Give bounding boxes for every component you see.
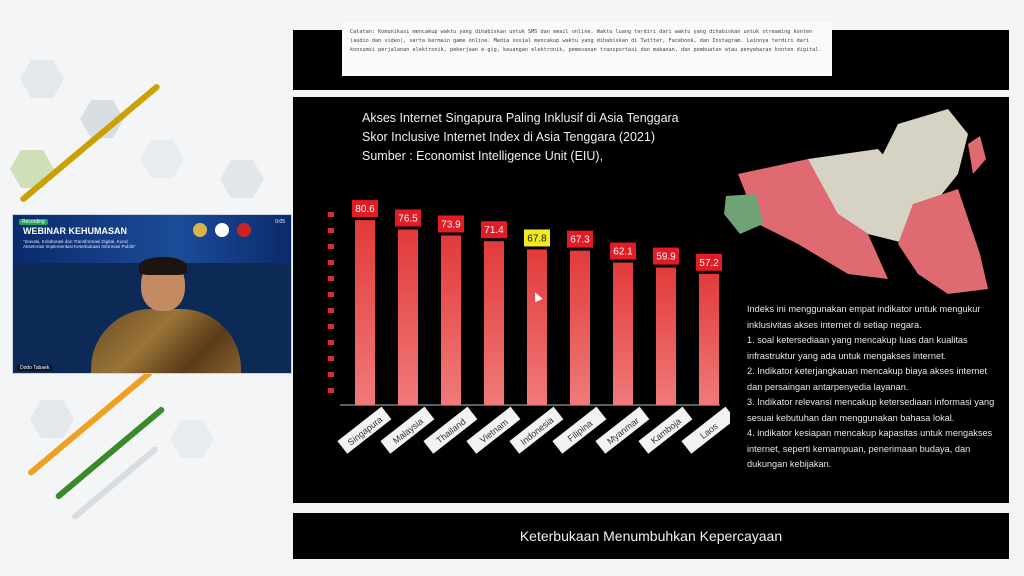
data-label: 80.6 [355, 204, 375, 216]
explain-point-1: 1. soal ketersediaan yang mencakup luas dan kualitas infrastruktur yang ada untuk mengakses internet. [747, 335, 968, 361]
speaker-hair [139, 257, 187, 275]
speaker-body [91, 309, 241, 374]
y-axis-tick [328, 228, 334, 233]
data-label: 67.3 [570, 234, 590, 246]
y-axis-tick [328, 356, 334, 361]
map-region-highlight [968, 136, 986, 174]
y-axis-tick [328, 340, 334, 345]
bar [699, 274, 719, 405]
decor-stripe [71, 445, 159, 520]
webinar-banner [13, 215, 291, 263]
webinar-subtitle: "Inovasi, Kolaborasi dan Transformasi Digital, Kunci Akselerasi Implementasi Keterbukaan Informasi Publik" [23, 239, 136, 250]
bar-chart [300, 200, 730, 460]
data-label: 76.5 [398, 213, 418, 225]
emblem-icon [193, 223, 207, 237]
heading-line-3: Sumber : Economist Intelligence Unit (EIU), [362, 149, 604, 163]
heading-line-2: Skor Inclusive Internet Index di Asia Tenggara (2021) [362, 130, 655, 144]
decor-stripe [19, 83, 161, 203]
participant-name: Dodo Tabaek [17, 365, 52, 371]
sponsor-logos [193, 223, 251, 237]
data-label: 57.2 [699, 257, 719, 269]
bar [484, 241, 504, 405]
category-label-group [552, 407, 606, 454]
hex-shape [20, 60, 64, 98]
category-label: Kamboja [648, 416, 684, 446]
kominfo-logo-icon [215, 223, 229, 237]
hex-shape [140, 140, 184, 178]
data-label: 62.1 [613, 246, 633, 258]
explain-intro: Indeks ini menggunakan empat indikator untuk mengukur inklusivitas akses internet di setiap negara. [747, 304, 981, 330]
video-timer: 0:05 [275, 219, 285, 225]
y-axis-tick [328, 276, 334, 281]
bar [613, 263, 633, 405]
data-label: 71.4 [484, 225, 504, 237]
category-label-group [638, 407, 692, 454]
y-axis-tick [328, 292, 334, 297]
category-label: Filipina [565, 418, 595, 444]
y-axis-tick [328, 388, 334, 393]
category-label: Singapura [345, 414, 385, 448]
asia-map [718, 104, 998, 304]
category-label: Indonesia [518, 415, 556, 447]
y-axis-tick [328, 372, 334, 377]
category-label-group [466, 407, 520, 454]
category-label-group [509, 407, 563, 454]
slide-footer [293, 513, 1009, 559]
category-label-group [681, 407, 730, 454]
bar [656, 268, 676, 405]
y-axis-tick [328, 212, 334, 217]
explain-point-3: 3. Indikator relevansi mencakup ketersediaan informasi yang sesuai kebutuhan dan menggunakan bahasa lokal. [747, 397, 995, 423]
slide-heading [362, 109, 742, 166]
speaker-video[interactable] [12, 214, 292, 374]
hex-shape [220, 160, 264, 198]
category-label-group [423, 407, 477, 454]
speaker-figure [83, 259, 243, 373]
category-label: Myanmar [605, 415, 641, 447]
explain-point-4: 4. indikator kesiapan mencakup kapasitas untuk mengakses internet, seperti kemampuan, penerimaan budaya, dan dukungan kebijakan. [747, 428, 993, 469]
category-label-group [337, 407, 391, 454]
y-axis-tick [328, 244, 334, 249]
bar [527, 249, 547, 405]
data-label: 67.8 [527, 233, 547, 245]
category-label: Vietnam [477, 416, 511, 446]
slide-note: Catatan: Komunikasi mencakup waktu yang dihabiskan untuk SMS dan email online. Waktu luang terdiri dari waktu yang dihabiskan untuk streaming konten (audio dan video), serta bermain game online. Media sosial mencakup waktu yang dihabiskan di Twitter, Facebook, dan Instagram. Lainnya terdiri dari konsumsi perjalanan elektronik, pekerjaan e-gig, keuangan elektronik, pemesanan transportasi dan makanan, dan pembuatan atau penyebaran konten digital. [342, 22, 832, 76]
explain-point-2: 2. Indikator keterjangkauan mencakup biaya akses internet dan persaingan antarpenyedia layanan. [747, 366, 988, 392]
webinar-title: WEBINAR KEHUMASAN [23, 226, 127, 236]
data-label: 73.9 [441, 219, 461, 231]
category-label: Thailand [434, 416, 468, 446]
hex-shape [170, 420, 214, 458]
footer-text: Keterbukaan Menumbuhkan Kepercayaan [519, 528, 783, 544]
y-axis-tick [328, 260, 334, 265]
bar [441, 235, 461, 405]
bar [398, 230, 418, 406]
heading-line-1: Akses Internet Singapura Paling Inklusif di Asia Tenggara [362, 111, 679, 125]
category-label: Laos [698, 421, 720, 441]
bar [355, 220, 375, 405]
recording-badge: Recording [19, 219, 48, 225]
y-axis-tick [328, 308, 334, 313]
data-label: 59.9 [656, 251, 676, 263]
hex-shape [30, 400, 74, 438]
category-label-group [595, 407, 649, 454]
category-label-group [380, 407, 434, 454]
explanation-text [747, 302, 997, 473]
garuda-icon [237, 223, 251, 237]
bar [570, 251, 590, 405]
category-label: Malaysia [390, 416, 426, 446]
y-axis-tick [328, 324, 334, 329]
